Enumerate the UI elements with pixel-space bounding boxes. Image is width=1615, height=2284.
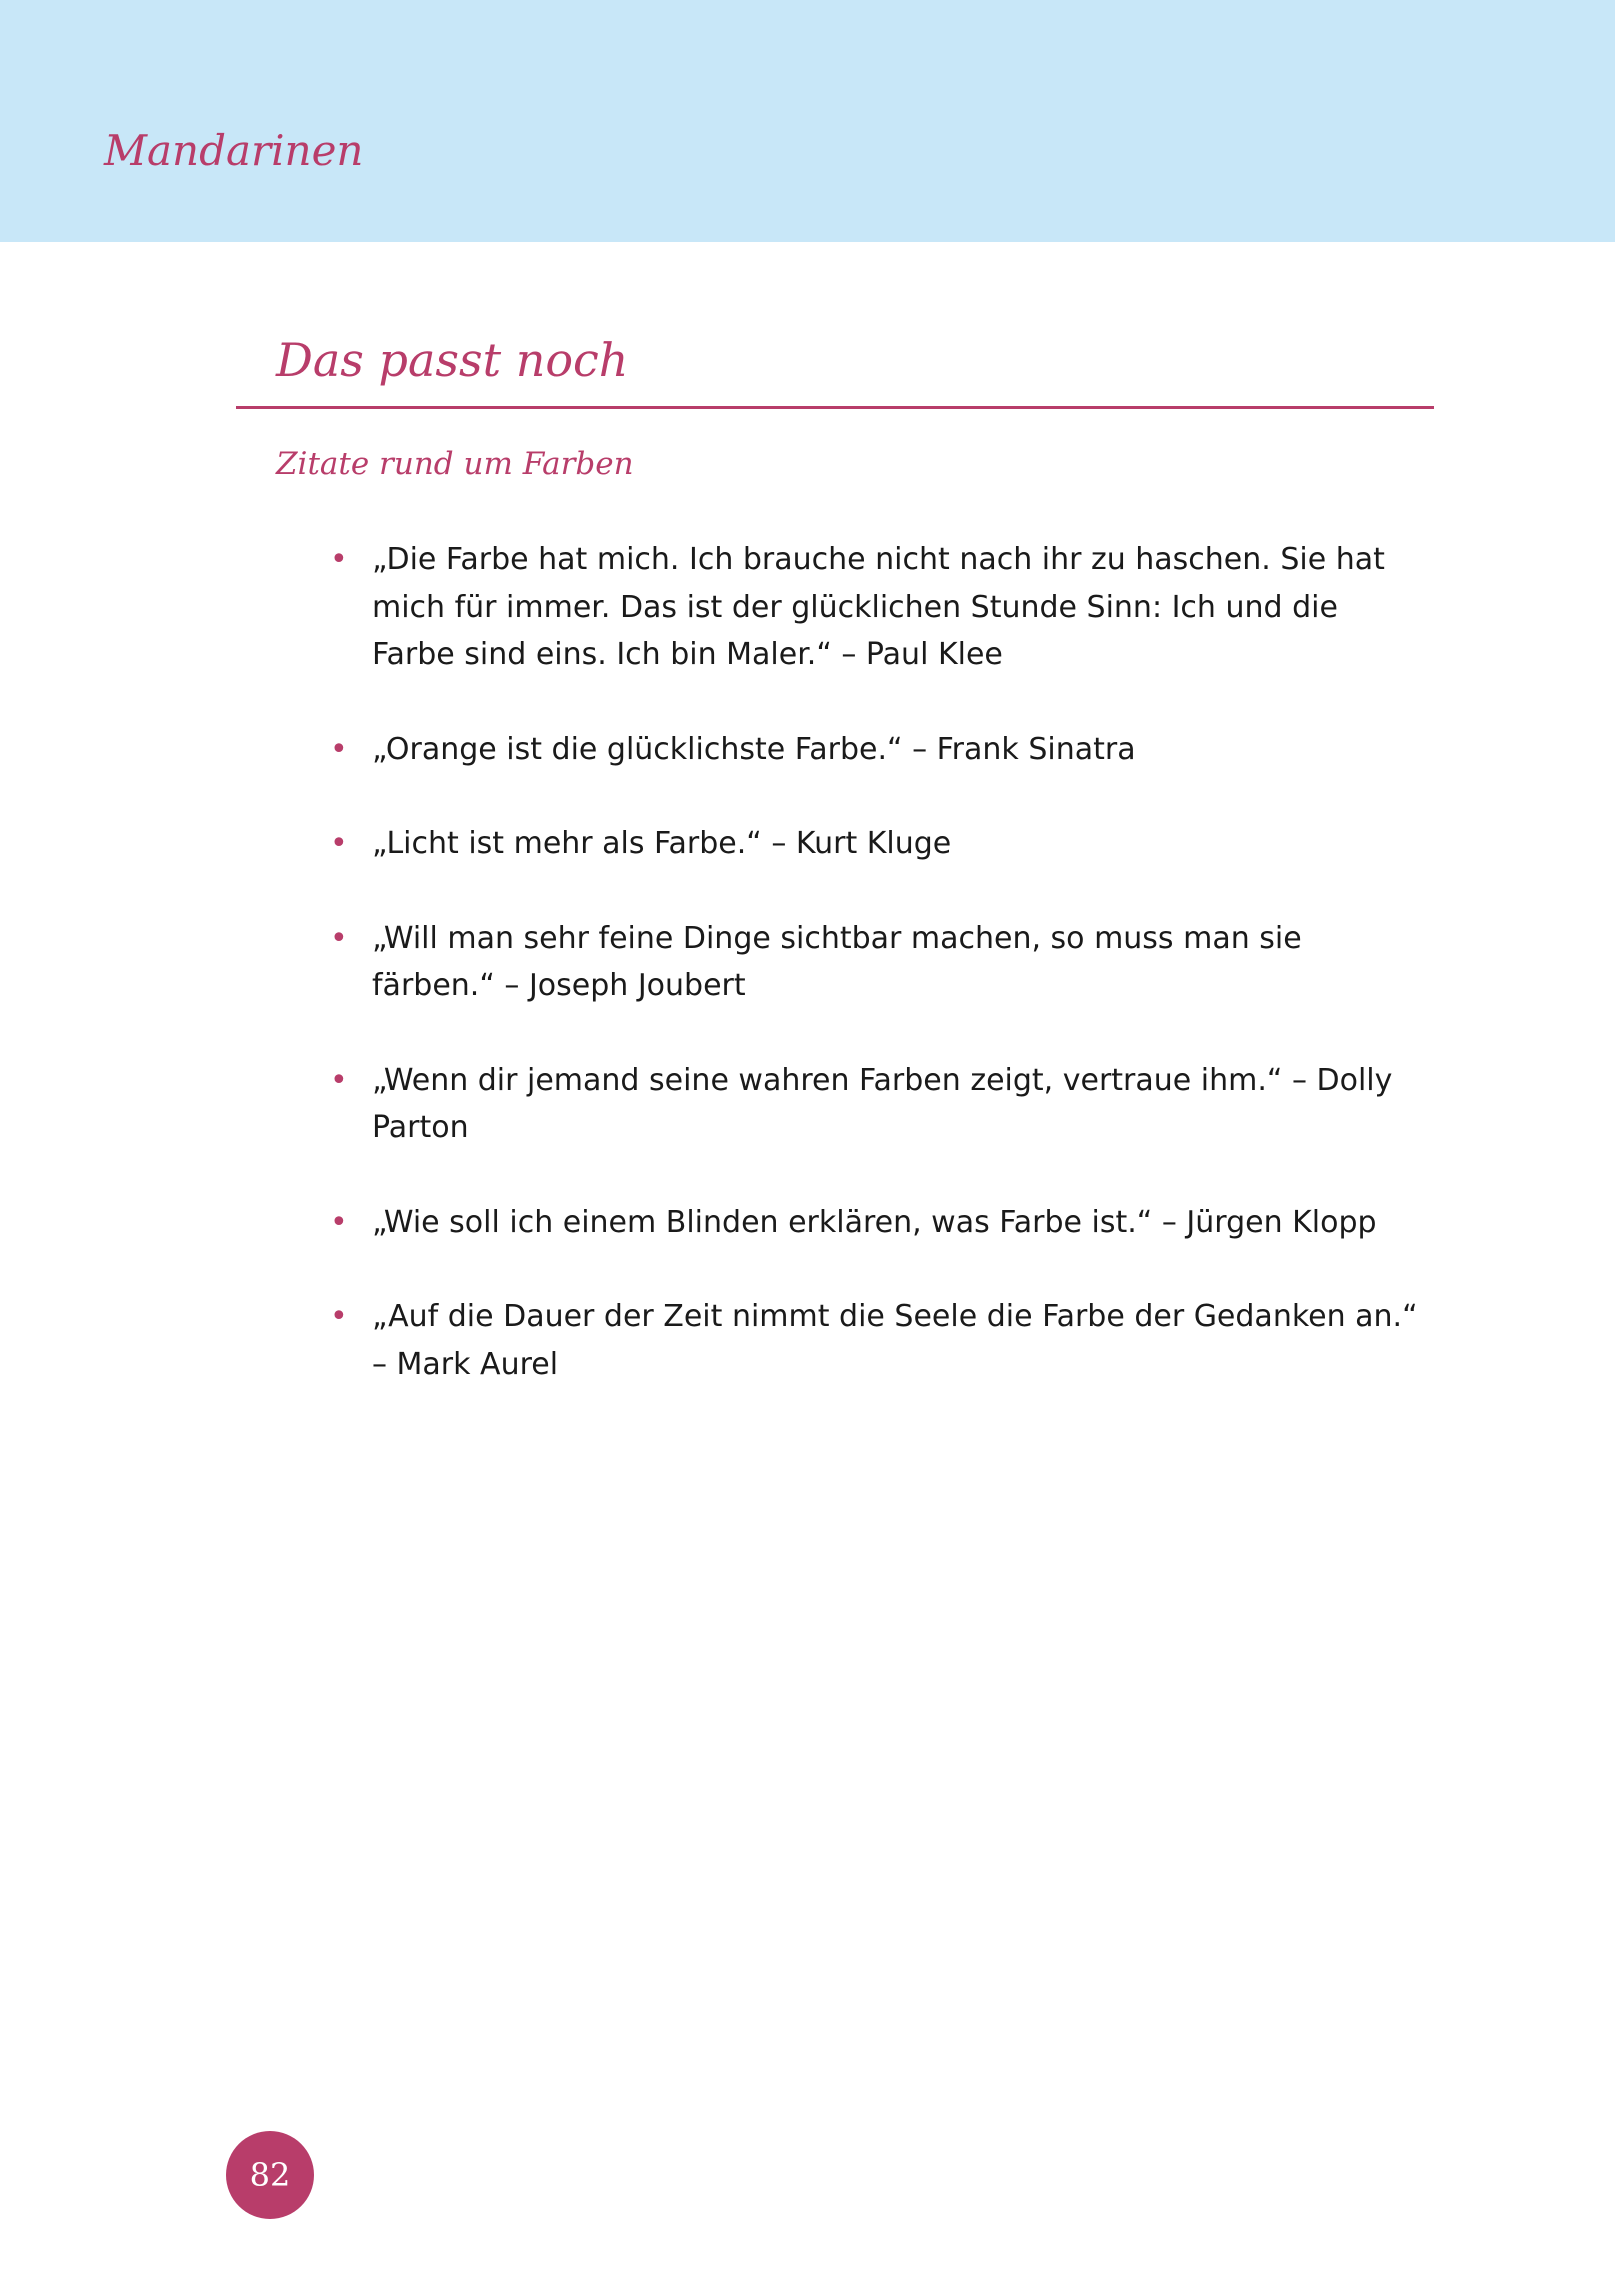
quote-text: „Will man sehr feine Dinge sichtbar machen, so muss man sie färben.“ – Joseph Joubert [372, 920, 1302, 1003]
quote-item [330, 726, 1430, 774]
quote-text: „Licht ist mehr als Farbe.“ – Kurt Kluge [372, 826, 952, 861]
quote-text: „Auf die Dauer der Zeit nimmt die Seele die Farbe der Gedanken an.“ – Mark Aurel [372, 1299, 1418, 1382]
page-number-badge [226, 2131, 314, 2219]
quote-item [330, 1199, 1430, 1247]
section-divider [236, 406, 1434, 409]
bullet-icon: • [330, 542, 348, 577]
quote-text: „Orange ist die glücklichste Farbe.“ – Frank Sinatra [372, 731, 1136, 767]
subsection-title: Zitate rund um Farben [276, 446, 634, 482]
page-number: 82 [249, 2156, 291, 2194]
bullet-icon: • [330, 920, 348, 956]
quote-item [330, 820, 1430, 868]
quote-item [330, 1293, 1430, 1388]
bullet-icon: • [330, 826, 348, 861]
quote-item [330, 536, 1430, 679]
chapter-title: Mandarinen [104, 126, 364, 175]
section-title: Das passt noch [276, 333, 629, 387]
quote-list [330, 536, 1430, 1435]
quote-item [330, 915, 1430, 1010]
quote-item [330, 1057, 1430, 1152]
bullet-icon: • [330, 1062, 348, 1098]
quote-text: „Die Farbe hat mich. Ich brauche nicht nach ihr zu haschen. Sie hat mich für immer. Das ist der glücklichen Stunde Sinn: Ich und die Farbe sind eins. Ich bin Maler.“ – Paul Klee [372, 542, 1385, 672]
quote-text: „Wie soll ich einem Blinden erklären, was Farbe ist.“ – Jürgen Klopp [372, 1204, 1377, 1240]
bullet-icon: • [330, 1299, 348, 1334]
header-band [0, 0, 1615, 242]
quote-text: „Wenn dir jemand seine wahren Farben zeigt, vertraue ihm.“ – Dolly Parton [372, 1062, 1393, 1145]
bullet-icon: • [330, 731, 348, 767]
bullet-icon: • [330, 1204, 348, 1240]
